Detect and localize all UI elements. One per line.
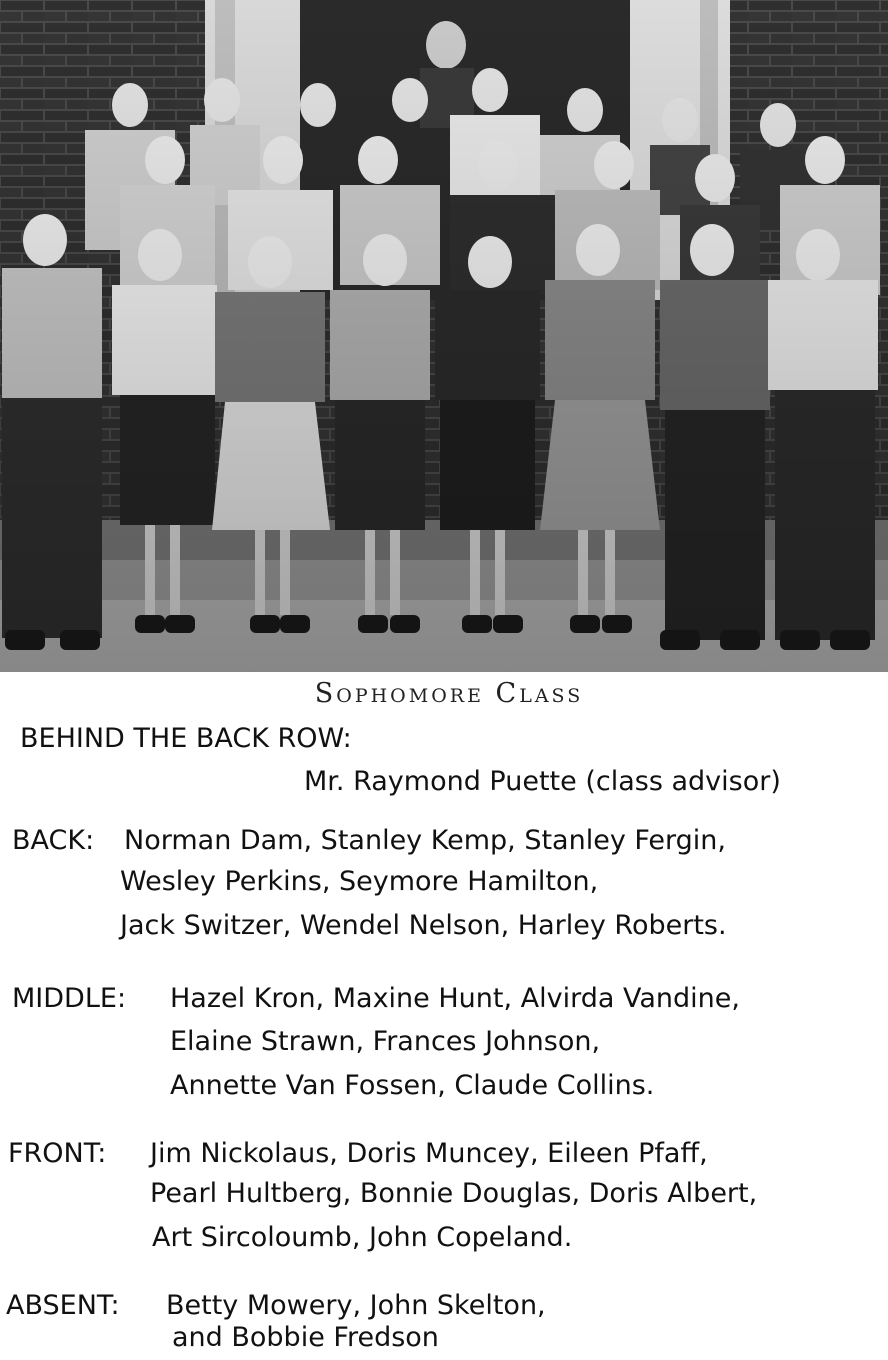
label-back-row: BACK: <box>12 825 95 856</box>
middle-row-line-2: Elaine Strawn, Frances Johnson, <box>170 1026 601 1057</box>
back-row-line-2: Wesley Perkins, Seymore Hamilton, <box>120 866 599 897</box>
absent-line-2: and Bobbie Fredson <box>172 1322 439 1353</box>
front-row-line-3: Art Sircoloumb, John Copeland. <box>152 1222 573 1253</box>
label-behind-back-row: BEHIND THE BACK ROW: <box>20 723 352 754</box>
back-row-line-3: Jack Switzer, Wendel Nelson, Harley Roberts. <box>120 910 727 941</box>
label-middle-row: MIDDLE: <box>12 983 127 1014</box>
advisor-line: Mr. Raymond Puette (class advisor) <box>304 766 781 797</box>
back-row-line-1: Norman Dam, Stanley Kemp, Stanley Fergin, <box>124 825 727 856</box>
caption-text: Sophomore Class <box>314 678 584 709</box>
label-front-row: FRONT: <box>8 1138 107 1169</box>
class-photo <box>0 0 888 672</box>
class-photo-illustration <box>0 0 888 672</box>
absent-line-1: Betty Mowery, John Skelton, <box>166 1290 546 1321</box>
label-absent: ABSENT: <box>6 1290 120 1321</box>
front-row-line-1: Jim Nickolaus, Doris Muncey, Eileen Pfaff, <box>150 1138 708 1169</box>
photo-caption <box>0 672 888 720</box>
middle-row-line-3: Annette Van Fossen, Claude Collins. <box>170 1070 655 1101</box>
middle-row-line-1: Hazel Kron, Maxine Hunt, Alvirda Vandine, <box>170 983 740 1014</box>
front-row-line-2: Pearl Hultberg, Bonnie Douglas, Doris Albert, <box>150 1178 758 1209</box>
